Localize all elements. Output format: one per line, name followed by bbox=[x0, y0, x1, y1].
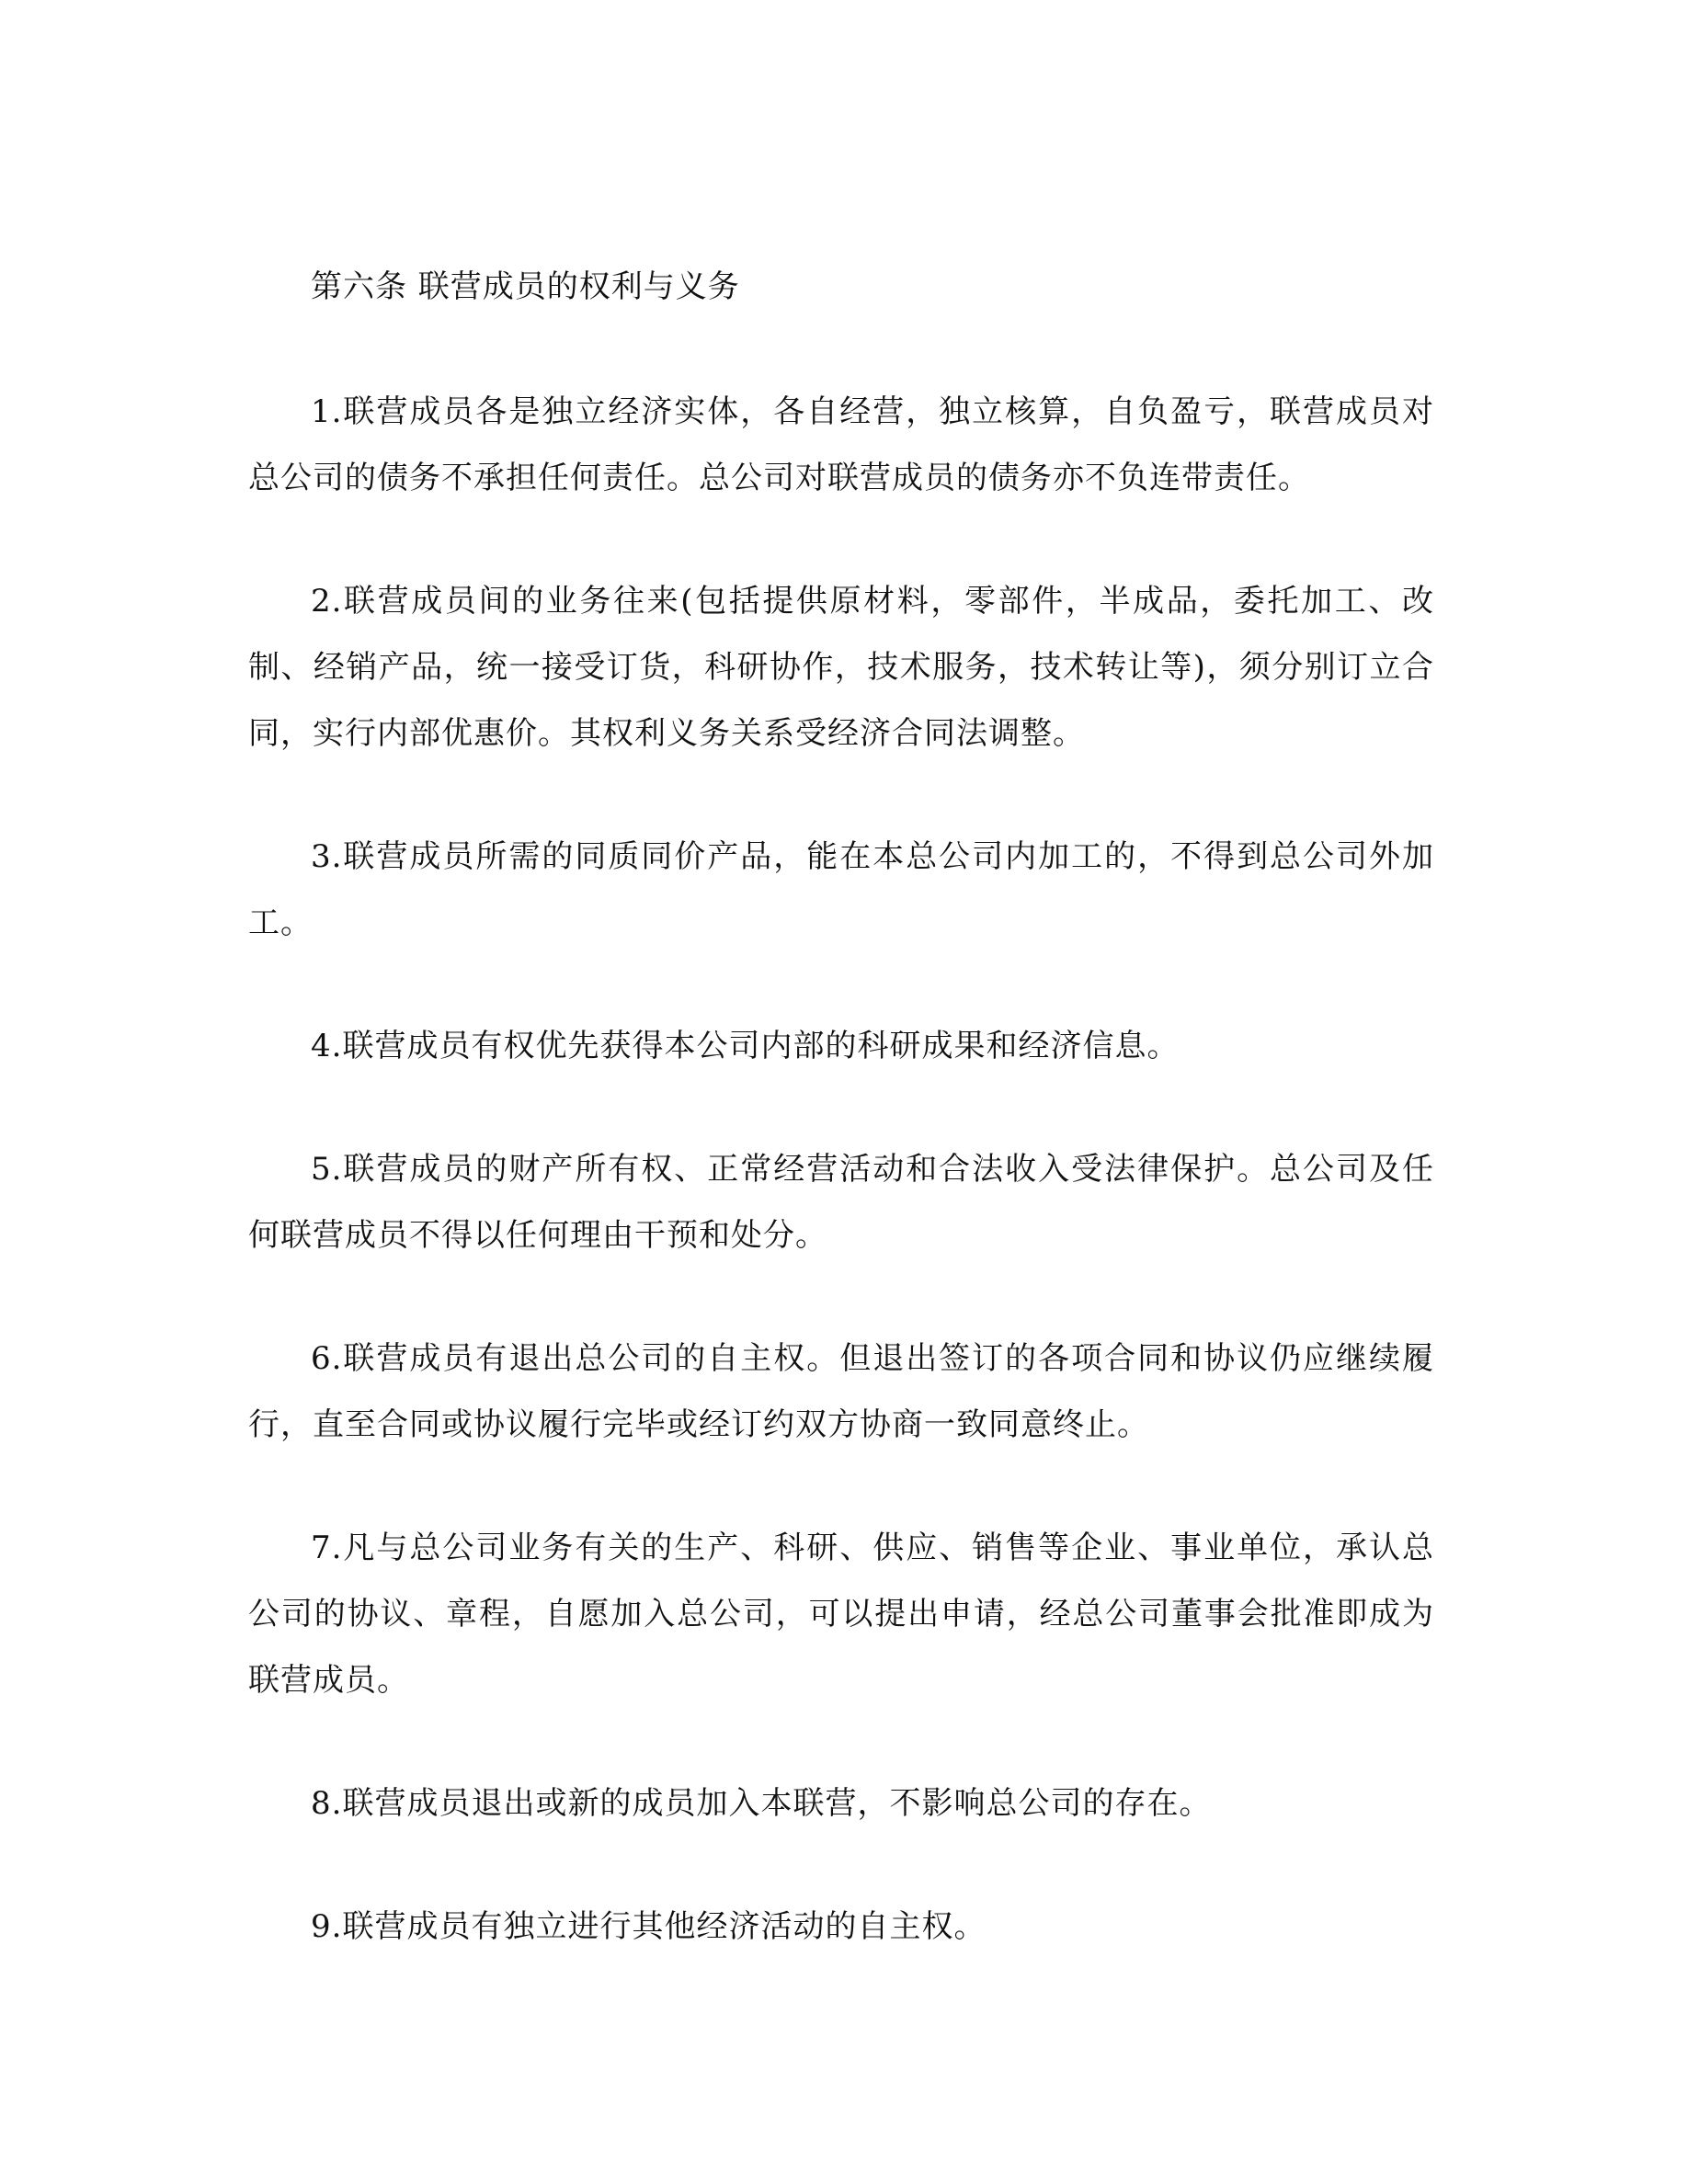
document-body bbox=[248, 257, 1434, 2017]
paragraph-2: 2.联营成员间的业务往来(包括提供原材料，零部件，半成品，委托加工、改制、经销产品，统一接受订货，科研协作，技术服务，技术转让等)，须分别订立合同，实行内部优惠价。其权利义务关系受经济合同法调整。 bbox=[248, 583, 1434, 752]
paragraph-9: 9.联营成员有独立进行其他经济活动的自主权。 bbox=[311, 1908, 987, 1945]
paragraph-1: 1.联营成员各是独立经济实体，各自经营，独立核算，自负盈亏，联营成员对总公司的债务不承担任何责任。总公司对联营成员的债务亦不负连带责任。 bbox=[248, 393, 1434, 496]
paragraph-6: 6.联营成员有退出总公司的自主权。但退出签订的各项合同和协议仍应继续履行，直至合同或协议履行完毕或经订约双方协商一致同意终止。 bbox=[248, 1340, 1434, 1443]
paragraph-8: 8.联营成员退出或新的成员加入本联营，不影响总公司的存在。 bbox=[311, 1785, 1212, 1822]
paragraph-4: 4.联营成员有权优先获得本公司内部的科研成果和经济信息。 bbox=[311, 1028, 1180, 1064]
paragraph-5: 5.联营成员的财产所有权、正常经营活动和合法收入受法律保护。总公司及任何联营成员不得以任何理由干预和处分。 bbox=[248, 1151, 1434, 1254]
paragraph-3: 3.联营成员所需的同质同价产品，能在本总公司内加工的，不得到总公司外加工。 bbox=[248, 838, 1434, 941]
paragraph-7: 7.凡与总公司业务有关的生产、科研、供应、销售等企业、事业单位，承认总公司的协议、章程，自愿加入总公司，可以提出申请，经总公司董事会批准即成为联营成员。 bbox=[248, 1530, 1434, 1699]
article-heading: 第六条 联营成员的权利与义务 bbox=[311, 268, 740, 305]
